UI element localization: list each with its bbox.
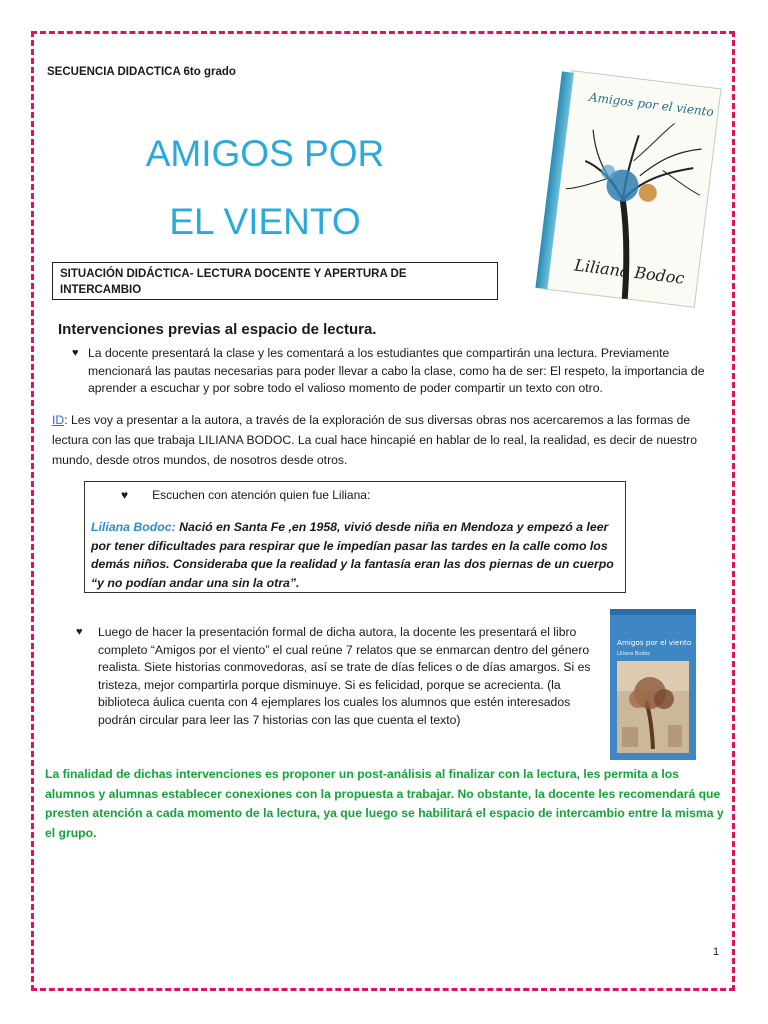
- bullet-item-2: [76, 624, 604, 729]
- author-name: Liliana Bodoc:: [91, 520, 176, 534]
- situacion-box: SITUACIÓN DIDÁCTICA- LECTURA DOCENTE Y APERTURA DE INTERCAMBIO: [52, 262, 498, 300]
- id-paragraph-text: : Les voy a presentar a la autora, a través de la exploración de sus diversas obras nos acercaremos a las formas de lectura con las que trabaja LILIANA BODOC. La cual hace hincapié en hablar de lo real, la realidad, es decir de nuestro mundo, desde otros mundos, de nosotros desde otros.: [52, 413, 697, 467]
- id-paragraph: [52, 410, 728, 470]
- title-line-2: EL VIENTO: [169, 201, 361, 242]
- cover2-title: Amigos por el viento: [617, 638, 692, 647]
- closing-paragraph: La finalidad de dichas intervenciones es proponer un post-análisis al finalizar con la lectura, les permita a los alumnos y alumnas establecer conexiones con la propuesta a trabajar. No obstante, la docente les recomendará que presten atención a cada momento de la lectura, ya que luego se habilitará el espacio de intercambio entre la misma y el grupo.: [45, 767, 724, 840]
- bullet-item-1: [72, 345, 727, 398]
- author-intro-line: [121, 488, 370, 502]
- author-biography: [91, 518, 621, 592]
- cover1-author: Liliana Bodoc: [573, 255, 686, 288]
- author-intro-text: Escuchen con atención quien fue Liliana:: [152, 488, 371, 502]
- title-line-1: AMIGOS POR: [145, 133, 385, 174]
- cover2-author: Liliana Bodoc: [617, 651, 651, 657]
- bullet-text-1: La docente presentará la clase y les comentará a los estudiantes que compartirán una lectura. Previamente mencionará las pautas necesarias para poder llevar a cabo la clase, como ha de ser: El respeto, la importancia de aprender a escuchar y por sobre todo el valioso momento de poder compartir un texto con otro.: [88, 346, 705, 395]
- id-link[interactable]: ID: [52, 413, 65, 427]
- page-number: 1: [713, 946, 720, 958]
- course-header: SECUENCIA DIDACTICA 6to grado: [47, 66, 236, 78]
- bullet-text-2: Luego de hacer la presentación formal de dicha autora, la docente les presentará el libro completo “Amigos por el viento” el cual reúne 7 relatos que se enmarcan dentro del género realista. Siete historias conmovedoras, así se trate de días felices o de días amargos. Si es tristeza, mejor compartirla porque disminuye. Si es felicidad, porque se acrecienta. (la biblioteca áulica cuenta con 4 ejemplares los cuales los alumnos que estén interesados podrán circular para leer las 7 historias con las que cuenta el texto): [98, 625, 591, 727]
- heart-bullet-icon: ♥: [72, 347, 79, 359]
- cover1-title: Amigos por el viento: [588, 89, 715, 120]
- author-info-box: [84, 481, 626, 593]
- section-heading: Intervenciones previas al espacio de lectura.: [58, 321, 377, 338]
- book-cover-amigos-por-el-viento: [520, 70, 730, 310]
- heart-bullet-icon: ♥: [76, 626, 83, 638]
- book-cover-blue: [610, 609, 696, 760]
- author-bio-text: Nació en Santa Fe ,en 1958, vivió desde niña en Mendoza y empezó a leer por tener dificultades para respirar que le impedían pasar las tardes en la calle como los demás niños. Consideraba que la realidad y la fantasía eran las dos piernas de un cuerpo “y no podían andar una sin la otra”.: [91, 520, 614, 590]
- heart-bullet-icon: ♥: [121, 488, 129, 502]
